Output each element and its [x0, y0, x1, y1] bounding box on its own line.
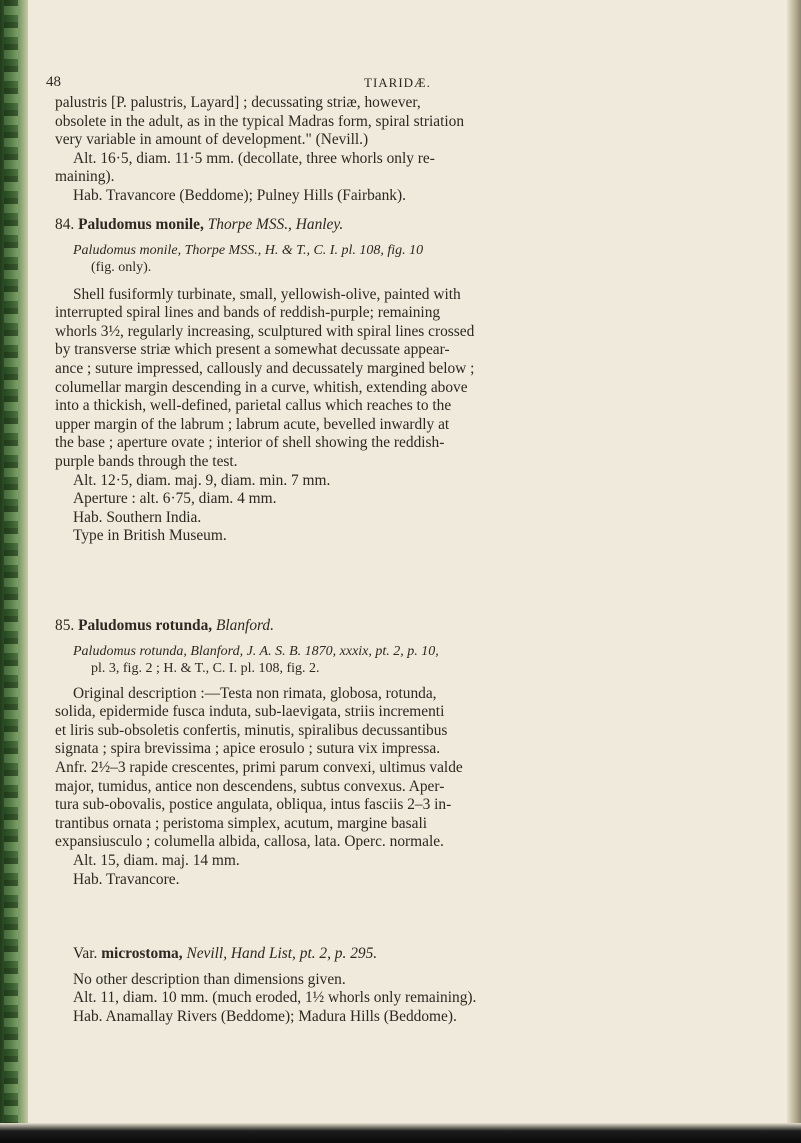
species-84-description	[55, 286, 775, 472]
block1-line: obsolete in the adult, as in the typical Madras form, spiral striation	[55, 112, 465, 130]
species-85-synonym: Paludomus rotunda, Blanford, J. A. S. B. 1870, xxxix, pt. 2, p. 10,	[73, 643, 439, 659]
species-84	[55, 216, 775, 546]
running-head	[46, 74, 780, 94]
species-84-heading: 84. Paludomus monile, Thorpe MSS., Hanley.	[55, 216, 344, 233]
species-85-latin	[55, 685, 775, 852]
variety-line: No other description than dimensions given.	[73, 970, 346, 988]
latin-line: Anfr. 2½–3 rapide crescentes, primi parum convexi, ultimus valde	[55, 758, 463, 776]
variety-name: microstoma,	[101, 945, 183, 962]
species-85-hab: Hab. Travancore.	[73, 870, 180, 888]
variety-heading: Var. microstoma, Nevill, Hand List, pt. 2, p. 295.	[73, 945, 378, 962]
latin-line: Original description :—Testa non rimata, globosa, rotunda,	[73, 684, 437, 702]
desc-line: by transverse striæ which present a somewhat decussate appear-	[55, 341, 450, 359]
species-84-authority: Thorpe MSS., Hanley.	[207, 216, 344, 233]
desc-line: upper margin of the labrum ; labrum acute, bevelled inwardly at	[55, 415, 450, 433]
species-84-synonym: Paludomus monile, Thorpe MSS., H. & T., C. I. pl. 108, fig. 10	[73, 242, 424, 258]
desc-line: whorls 3½, regularly increasing, sculptured with spiral lines crossed	[55, 322, 475, 340]
latin-line: tura sub-obovalis, postice angulata, obliqua, intus fasciis 2–3 in-	[55, 796, 452, 814]
latin-line: expansiusculo ; columella albida, callosa, lata. Operc. normale.	[55, 833, 444, 851]
species-84-name: Paludomus monile,	[78, 216, 204, 233]
desc-line: columellar margin descending in a curve, whitish, extending above	[55, 378, 468, 396]
species-85-synonym-cont: pl. 3, fig. 2 ; H. & T., C. I. pl. 108, fig. 2.	[91, 660, 320, 676]
block1-line: Alt. 16·5, diam. 11·5 mm. (decollate, three whorls only re-	[73, 149, 435, 167]
latin-line: solida, epidermide fusca induta, sub-laevigata, striis incrementi	[55, 703, 445, 721]
variety-microstoma	[55, 945, 775, 1026]
latin-line: major, tumidus, antice non descendens, subtus convexus. Aper-	[55, 777, 445, 795]
latin-line: et liris sub-obsoletis confertis, minutis, spiralibus decussantibus	[55, 721, 448, 739]
species-84-aperture: Aperture : alt. 6·75, diam. 4 mm.	[73, 490, 277, 508]
species-85-heading: 85. Paludomus rotunda, Blanford.	[55, 617, 274, 634]
latin-line: trantibus ornata ; peristoma simplex, acutum, margine basali	[55, 814, 427, 832]
desc-line: the base ; aperture ovate ; interior of shell showing the reddish-	[55, 434, 445, 452]
binding-texture	[4, 0, 18, 1143]
species-85	[55, 617, 775, 889]
species-84-measure: Alt. 12·5, diam. maj. 9, diam. min. 7 mm.	[73, 471, 331, 489]
block1-line: maining).	[55, 168, 115, 186]
page-number: 48	[46, 74, 61, 90]
block1-line: palustris [P. palustris, Layard] ; decussating striæ, however,	[55, 94, 421, 111]
variety-line: Alt. 11, diam. 10 mm. (much eroded, 1½ whorls only remaining).	[73, 989, 477, 1007]
species-85-measure: Alt. 15, diam. maj. 14 mm.	[73, 851, 240, 869]
desc-line: interrupted spiral lines and bands of reddish-purple; remaining	[55, 304, 441, 322]
page-bottom-edge	[0, 1123, 801, 1143]
block1-hab: Hab. Travancore (Beddome); Pulney Hills (Fairbank).	[73, 186, 406, 204]
species-84-synonym-cont: (fig. only).	[91, 259, 152, 275]
block1	[55, 94, 775, 206]
variety-authority: Nevill, Hand List, pt. 2, p. 295.	[186, 945, 378, 962]
desc-line: into a thickish, well-defined, parietal callus which reaches to the	[55, 397, 452, 415]
page-right-edge	[787, 0, 801, 1143]
latin-line: signata ; spira brevissima ; apice erosulo ; sutura vix impressa.	[55, 740, 441, 758]
desc-line: purple bands through the test.	[55, 452, 238, 470]
block1-line: very variable in amount of development." (Nevill.)	[55, 131, 369, 149]
variety-hab: Hab. Anamallay Rivers (Beddome); Madura Hills (Beddome).	[73, 1007, 457, 1025]
desc-line: Shell fusiformly turbinate, small, yellowish-olive, painted with	[73, 285, 461, 303]
species-84-hab: Hab. Southern India.	[73, 508, 202, 526]
desc-line: ance ; suture impressed, callously and decussately margined below ;	[55, 359, 475, 377]
species-85-name: Paludomus rotunda,	[78, 617, 213, 634]
species-85-authority: Blanford.	[215, 617, 274, 634]
header-title: TIARIDÆ.	[364, 75, 431, 90]
species-84-type: Type in British Museum.	[73, 527, 227, 545]
